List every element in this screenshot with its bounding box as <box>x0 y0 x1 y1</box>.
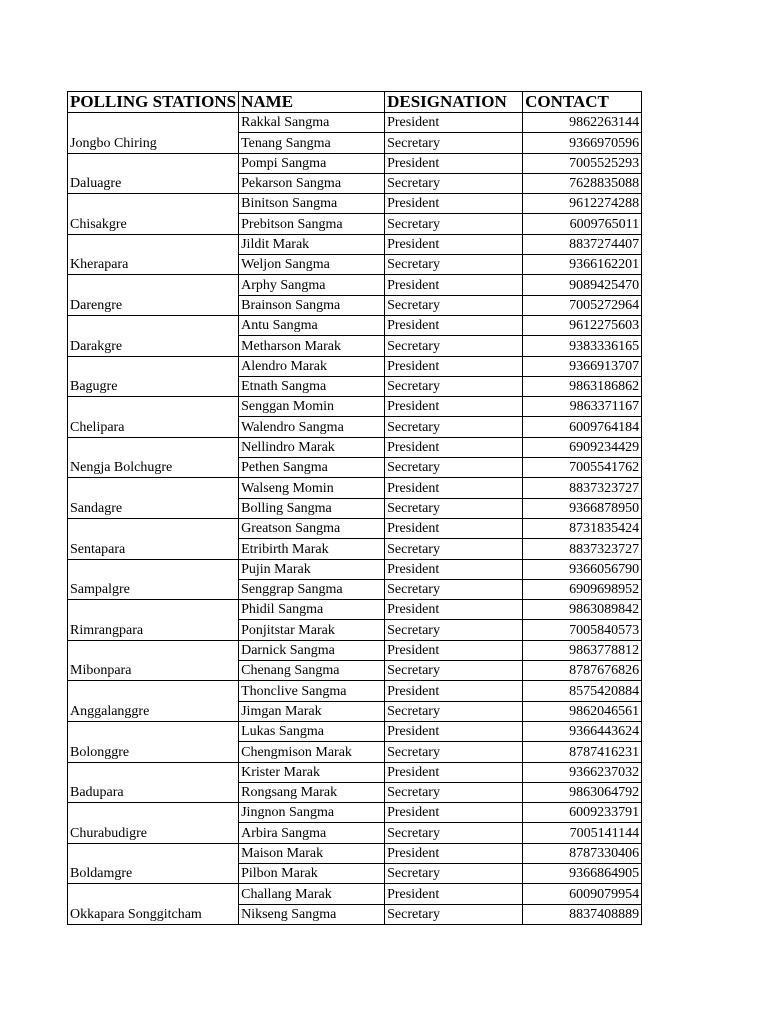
designation-cell: Secretary <box>385 863 523 883</box>
designation-cell: President <box>385 356 523 376</box>
designation-cell: Secretary <box>385 904 523 924</box>
contact-cell: 8575420884 <box>523 681 642 701</box>
table-row <box>68 275 642 295</box>
contact-cell: 6909234429 <box>523 437 642 457</box>
name-cell: Chenang Sangma <box>239 661 385 681</box>
name-cell: Chengmison Marak <box>239 742 385 762</box>
table-row <box>68 356 642 376</box>
name-cell: Jingnon Sangma <box>239 803 385 823</box>
contact-cell: 9366864905 <box>523 863 642 883</box>
contact-cell: 6909698952 <box>523 579 642 599</box>
designation-cell: President <box>385 437 523 457</box>
designation-cell: President <box>385 559 523 579</box>
name-cell: Alendro Marak <box>239 356 385 376</box>
contact-cell: 9366056790 <box>523 559 642 579</box>
table-row <box>68 884 642 904</box>
contact-cell: 7628835088 <box>523 173 642 193</box>
contact-cell: 8731835424 <box>523 518 642 538</box>
contact-cell: 9366237032 <box>523 762 642 782</box>
name-cell: Pujin Marak <box>239 559 385 579</box>
contact-cell: 8787330406 <box>523 843 642 863</box>
designation-cell: Secretary <box>385 417 523 437</box>
name-cell: Jimgan Marak <box>239 701 385 721</box>
polling-station-cell: Sandagre <box>68 478 239 519</box>
designation-cell: Secretary <box>385 173 523 193</box>
contact-cell: 9366913707 <box>523 356 642 376</box>
designation-cell: President <box>385 315 523 335</box>
designation-cell: Secretary <box>385 782 523 802</box>
designation-cell: Secretary <box>385 661 523 681</box>
designation-cell: President <box>385 803 523 823</box>
contact-cell: 9863064792 <box>523 782 642 802</box>
polling-station-cell: Sentapara <box>68 518 239 559</box>
polling-station-cell: Anggalanggre <box>68 681 239 722</box>
header-designation: DESIGNATION <box>385 92 523 113</box>
polling-station-cell: Chisakgre <box>68 194 239 235</box>
name-cell: Antu Sangma <box>239 315 385 335</box>
name-cell: Metharson Marak <box>239 336 385 356</box>
table-row <box>68 559 642 579</box>
designation-cell: Secretary <box>385 376 523 396</box>
name-cell: Jildit Marak <box>239 234 385 254</box>
contact-cell: 6009233791 <box>523 803 642 823</box>
designation-cell: President <box>385 843 523 863</box>
contact-cell: 8837408889 <box>523 904 642 924</box>
name-cell: Pompi Sangma <box>239 153 385 173</box>
name-cell: Prebitson Sangma <box>239 214 385 234</box>
contact-cell: 7005541762 <box>523 458 642 478</box>
table-row <box>68 194 642 214</box>
polling-station-cell: Sampalgre <box>68 559 239 600</box>
designation-cell: Secretary <box>385 701 523 721</box>
designation-cell: Secretary <box>385 458 523 478</box>
contact-cell: 8837323727 <box>523 539 642 559</box>
contact-cell: 9863778812 <box>523 640 642 660</box>
designation-cell: President <box>385 884 523 904</box>
table-row <box>68 315 642 335</box>
table-row <box>68 600 642 620</box>
table-row <box>68 762 642 782</box>
contact-cell: 8837323727 <box>523 478 642 498</box>
designation-cell: Secretary <box>385 620 523 640</box>
name-cell: Brainson Sangma <box>239 295 385 315</box>
contact-cell: 9366162201 <box>523 255 642 275</box>
contact-cell: 9863371167 <box>523 397 642 417</box>
designation-cell: President <box>385 721 523 741</box>
designation-cell: Secretary <box>385 498 523 518</box>
name-cell: Rakkal Sangma <box>239 113 385 133</box>
name-cell: Greatson Sangma <box>239 518 385 538</box>
polling-station-cell: Chelipara <box>68 397 239 438</box>
designation-cell: President <box>385 275 523 295</box>
polling-station-cell: Daluagre <box>68 153 239 194</box>
name-cell: Walendro Sangma <box>239 417 385 437</box>
polling-station-cell: Darakgre <box>68 315 239 356</box>
polling-station-cell: Boldamgre <box>68 843 239 884</box>
contact-cell: 9366443624 <box>523 721 642 741</box>
designation-cell: President <box>385 762 523 782</box>
designation-cell: Secretary <box>385 214 523 234</box>
contact-cell: 7005525293 <box>523 153 642 173</box>
designation-cell: Secretary <box>385 133 523 153</box>
polling-station-cell: Nengja Bolchugre <box>68 437 239 478</box>
table-row <box>68 681 642 701</box>
table-row <box>68 234 642 254</box>
table-row <box>68 153 642 173</box>
designation-cell: President <box>385 113 523 133</box>
table-row <box>68 397 642 417</box>
contact-cell: 7005141144 <box>523 823 642 843</box>
contact-cell: 9862263144 <box>523 113 642 133</box>
contact-cell: 6009079954 <box>523 884 642 904</box>
contact-cell: 7005272964 <box>523 295 642 315</box>
contact-cell: 9612275603 <box>523 315 642 335</box>
polling-station-cell: Churabudigre <box>68 803 239 844</box>
table-row <box>68 721 642 741</box>
contact-cell: 8787416231 <box>523 742 642 762</box>
name-cell: Etnath Sangma <box>239 376 385 396</box>
designation-cell: President <box>385 478 523 498</box>
polling-station-cell: Darengre <box>68 275 239 316</box>
designation-cell: Secretary <box>385 539 523 559</box>
contact-cell: 9862046561 <box>523 701 642 721</box>
name-cell: Ponjitstar Marak <box>239 620 385 640</box>
designation-cell: Secretary <box>385 295 523 315</box>
polling-station-cell: Okkapara Songgitcham <box>68 884 239 925</box>
polling-station-cell: Mibonpara <box>68 640 239 681</box>
contact-cell: 9863186862 <box>523 376 642 396</box>
name-cell: Maison Marak <box>239 843 385 863</box>
name-cell: Rongsang Marak <box>239 782 385 802</box>
name-cell: Pekarson Sangma <box>239 173 385 193</box>
designation-cell: Secretary <box>385 742 523 762</box>
polling-station-cell: Bolonggre <box>68 721 239 762</box>
name-cell: Binitson Sangma <box>239 194 385 214</box>
name-cell: Arbira Sangma <box>239 823 385 843</box>
name-cell: Lukas Sangma <box>239 721 385 741</box>
designation-cell: President <box>385 681 523 701</box>
name-cell: Arphy Sangma <box>239 275 385 295</box>
contact-cell: 6009765011 <box>523 214 642 234</box>
header-polling-stations: POLLING STATIONS <box>68 92 239 113</box>
name-cell: Senggan Momin <box>239 397 385 417</box>
polling-stations-table <box>67 91 642 925</box>
name-cell: Krister Marak <box>239 762 385 782</box>
name-cell: Tenang Sangma <box>239 133 385 153</box>
designation-cell: Secretary <box>385 336 523 356</box>
polling-station-cell: Bagugre <box>68 356 239 397</box>
table-row <box>68 437 642 457</box>
name-cell: Bolling Sangma <box>239 498 385 518</box>
table-row <box>68 113 642 133</box>
contact-cell: 9366878950 <box>523 498 642 518</box>
polling-station-cell: Jongbo Chiring <box>68 113 239 154</box>
name-cell: Nikseng Sangma <box>239 904 385 924</box>
designation-cell: Secretary <box>385 255 523 275</box>
name-cell: Nellindro Marak <box>239 437 385 457</box>
table-row <box>68 640 642 660</box>
table-row <box>68 478 642 498</box>
contact-cell: 9383336165 <box>523 336 642 356</box>
designation-cell: President <box>385 194 523 214</box>
name-cell: Phidil Sangma <box>239 600 385 620</box>
contact-cell: 8787676826 <box>523 661 642 681</box>
header-contact: CONTACT <box>523 92 642 113</box>
name-cell: Pilbon Marak <box>239 863 385 883</box>
designation-cell: President <box>385 234 523 254</box>
polling-station-cell: Kherapara <box>68 234 239 275</box>
designation-cell: President <box>385 640 523 660</box>
table-body <box>68 113 642 925</box>
polling-station-cell: Rimrangpara <box>68 600 239 641</box>
contact-cell: 9089425470 <box>523 275 642 295</box>
name-cell: Walseng Momin <box>239 478 385 498</box>
header-row <box>68 92 642 113</box>
table-row <box>68 803 642 823</box>
designation-cell: President <box>385 600 523 620</box>
contact-cell: 9863089842 <box>523 600 642 620</box>
designation-cell: President <box>385 397 523 417</box>
name-cell: Darnick Sangma <box>239 640 385 660</box>
contact-cell: 8837274407 <box>523 234 642 254</box>
contact-cell: 9612274288 <box>523 194 642 214</box>
designation-cell: President <box>385 518 523 538</box>
designation-cell: President <box>385 153 523 173</box>
name-cell: Etribirth Marak <box>239 539 385 559</box>
name-cell: Challang Marak <box>239 884 385 904</box>
header-name: NAME <box>239 92 385 113</box>
contact-cell: 9366970596 <box>523 133 642 153</box>
name-cell: Senggrap Sangma <box>239 579 385 599</box>
designation-cell: Secretary <box>385 579 523 599</box>
contact-cell: 6009764184 <box>523 417 642 437</box>
name-cell: Pethen Sangma <box>239 458 385 478</box>
table-row <box>68 518 642 538</box>
polling-station-cell: Badupara <box>68 762 239 803</box>
name-cell: Weljon Sangma <box>239 255 385 275</box>
designation-cell: Secretary <box>385 823 523 843</box>
name-cell: Thonclive Sangma <box>239 681 385 701</box>
table-row <box>68 843 642 863</box>
contact-cell: 7005840573 <box>523 620 642 640</box>
